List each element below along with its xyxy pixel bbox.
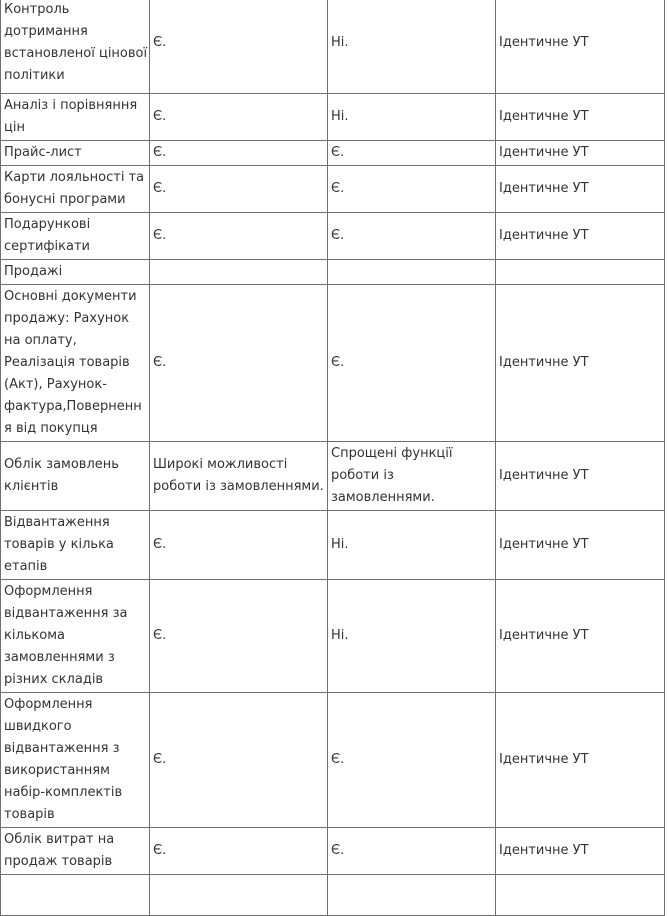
- value-cell: Ні.: [328, 0, 496, 94]
- feature-cell: Прайс-лист: [1, 141, 150, 166]
- value-cell: Ні.: [328, 511, 496, 580]
- value-cell: Ідентичне УТ: [496, 166, 665, 213]
- value-cell: [496, 260, 665, 285]
- feature-cell: Відвантаження товарів у кілька етапів: [1, 511, 150, 580]
- value-cell: Ідентичне УТ: [496, 511, 665, 580]
- value-cell: Ідентичне УТ: [496, 442, 665, 511]
- table-row: [1, 693, 665, 828]
- value-cell: Ідентичне УТ: [496, 285, 665, 442]
- value-cell: [150, 260, 328, 285]
- table-row: [1, 166, 665, 213]
- value-cell: Є.: [150, 94, 328, 141]
- section-cell: Продажі: [1, 260, 150, 285]
- feature-cell: Облік витрат на продаж товарів: [1, 828, 150, 875]
- table-row: [1, 285, 665, 442]
- value-cell: Є.: [150, 693, 328, 828]
- value-cell: Ідентичне УТ: [496, 580, 665, 693]
- value-cell: Є.: [150, 580, 328, 693]
- table-row: [1, 875, 665, 916]
- value-cell: Ідентичне УТ: [496, 0, 665, 94]
- value-cell: Ні.: [328, 580, 496, 693]
- value-cell: Є.: [150, 166, 328, 213]
- feature-cell: Карти лояльності та бонусні програми: [1, 166, 150, 213]
- value-cell: Ні.: [328, 94, 496, 141]
- value-cell: [150, 875, 328, 916]
- table-row: [1, 141, 665, 166]
- value-cell: Є.: [328, 693, 496, 828]
- value-cell: Є.: [150, 0, 328, 94]
- feature-cell: Подарункові сертифікати: [1, 213, 150, 260]
- value-cell: Є.: [328, 166, 496, 213]
- value-cell: Є.: [328, 828, 496, 875]
- value-cell: Ідентичне УТ: [496, 213, 665, 260]
- table-row: [1, 828, 665, 875]
- value-cell: Є.: [328, 141, 496, 166]
- value-cell: Є.: [150, 213, 328, 260]
- table-row: [1, 213, 665, 260]
- value-cell: Є.: [150, 828, 328, 875]
- value-cell: Є.: [328, 213, 496, 260]
- section-row: [1, 260, 665, 285]
- feature-cell: Основні документи продажу: Рахунок на оплату, Реалізація товарів (Акт), Рахунок-фактура,Повернення від покупця: [1, 285, 150, 442]
- value-cell: Є.: [150, 141, 328, 166]
- value-cell: Є.: [150, 285, 328, 442]
- value-cell: Є.: [150, 511, 328, 580]
- table-row: [1, 94, 665, 141]
- feature-cell: Контроль дотримання встановленої цінової політики: [1, 0, 150, 94]
- value-cell: [328, 875, 496, 916]
- value-cell: Є.: [328, 285, 496, 442]
- value-cell: Широкі можливості роботи із замовленнями.: [150, 442, 328, 511]
- table-row: [1, 442, 665, 511]
- table-row: [1, 511, 665, 580]
- feature-cell: Аналіз і порівняння цін: [1, 94, 150, 141]
- feature-cell: Облік замовлень клієнтів: [1, 442, 150, 511]
- value-cell: Спрощені функції роботи із замовленнями.: [328, 442, 496, 511]
- feature-cell: [1, 875, 150, 916]
- feature-cell: Оформлення швидкого відвантаження з використанням набір-комплектів товарів: [1, 693, 150, 828]
- value-cell: Ідентичне УТ: [496, 94, 665, 141]
- value-cell: Ідентичне УТ: [496, 141, 665, 166]
- value-cell: Ідентичне УТ: [496, 693, 665, 828]
- value-cell: [496, 875, 665, 916]
- value-cell: [328, 260, 496, 285]
- feature-cell: Оформлення відвантаження за кількома замовленнями з різних складів: [1, 580, 150, 693]
- value-cell: Ідентичне УТ: [496, 828, 665, 875]
- table-row: [1, 580, 665, 693]
- table-row: [1, 0, 665, 94]
